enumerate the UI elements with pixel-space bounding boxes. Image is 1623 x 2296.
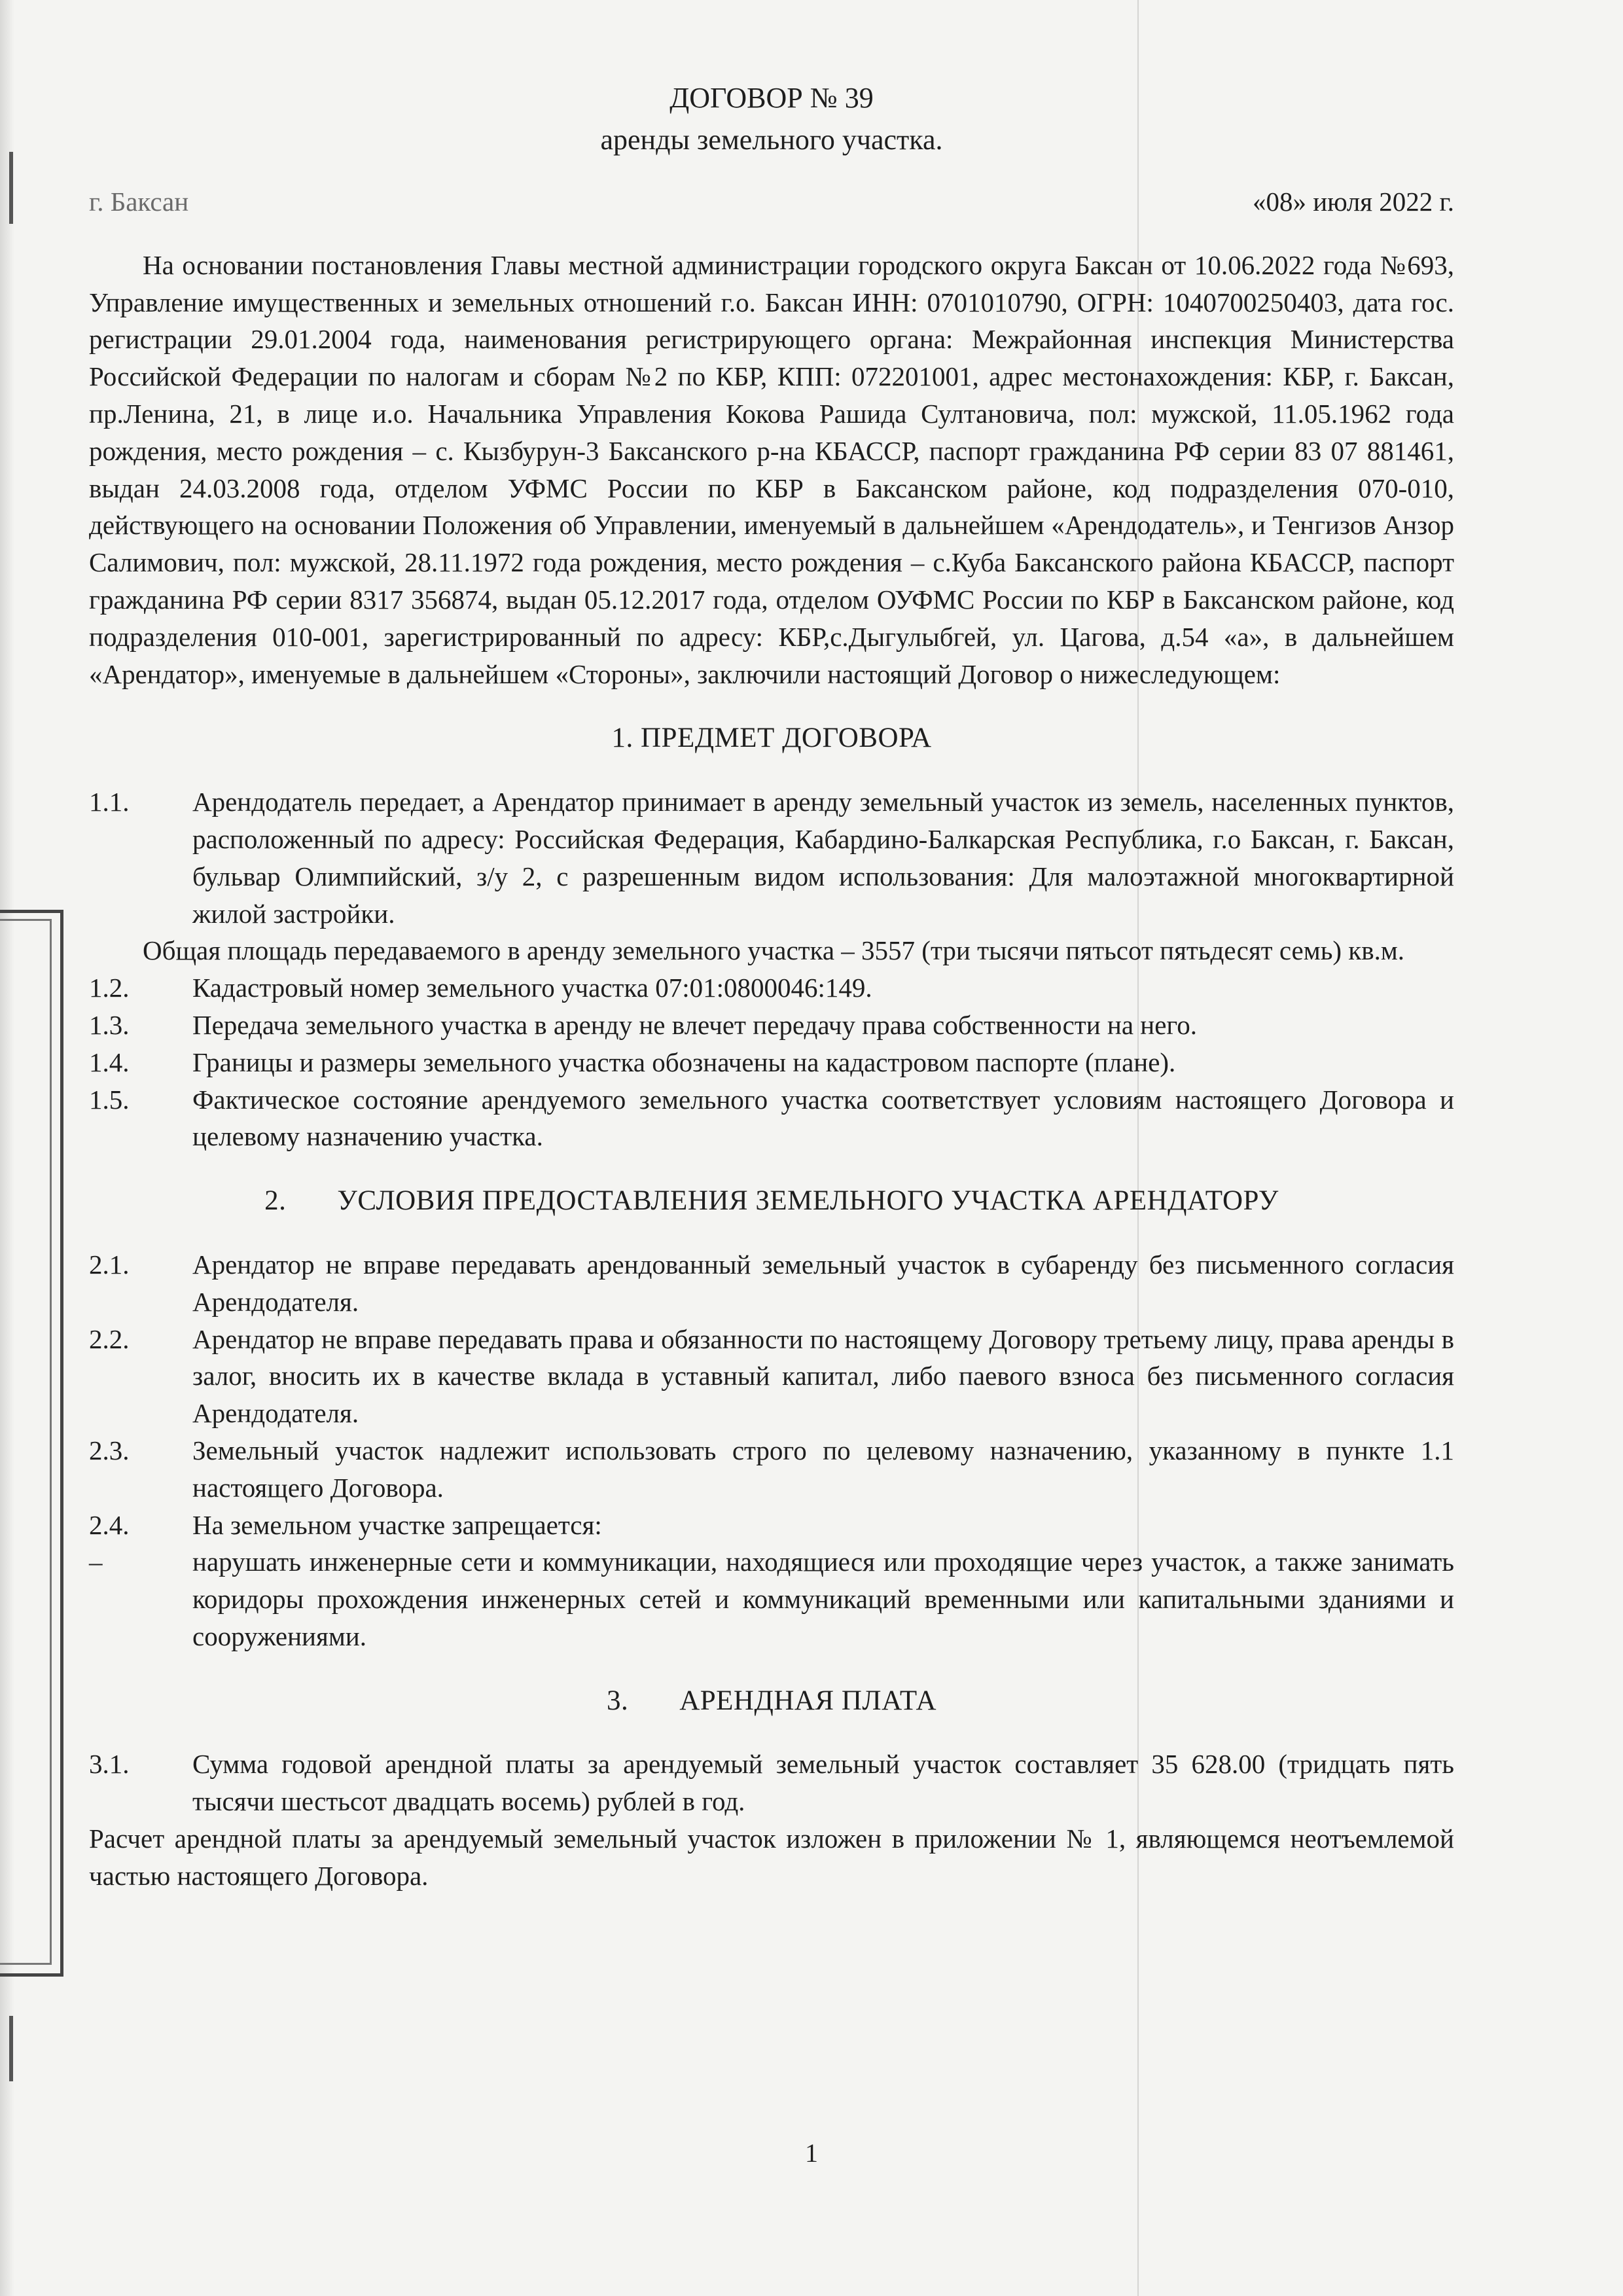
clause-2-4 [89,1507,1454,1544]
clause-2-1 [89,1246,1454,1321]
preamble-paragraph: На основании постановления Главы местной администрации городского округа Баксан от 10.06.2022 года №693, Управление имущественных и земельных отношений г.о. Баксан ИНН: 0701010790, ОГРН: 1040700250403, дата гос. регистрации 29.01.2004 года, наименования регистрирующего органа: Межрайонная инспекция Министерства Российской Федерации по налогам и сборам №2 по КБР, КПП: 072201001, адрес местонахождения: КБР, г. Баксан, пр.Ленина, 21, в лице и.о. Начальника Управления Кокова Рашида Султановича, пол: мужской, 11.05.1962 года рождения, место рождения – с. Кызбурун-3 Баксанского р-на КБАССР, паспорт гражданина РФ серии 83 07 881461, выдан 24.03.2008 года, отделом УФМС России по КБР в Баксанском районе, код подразделения 070-010, действующего на основании Положения об Управлении, именуемый в дальнейшем «Арендодатель», и Тенгизов Анзор Салимович, пол: мужской, 28.11.1972 года рождения, место рождения – с.Куба Баксанского района КБАССР, паспорт гражданина РФ серии 8317 356874, выдан 05.12.2017 года, отделом ОУФМС России по КБР в Баксанском районе, код подразделения 010-001, зарегистрированный по адресу: КБР,с.Дыгулыбгей, ул. Цагова, д.54 «а», в дальнейшем «Арендатор», именуемые в дальнейшем «Стороны», заключили настоящий Договор о нижеследующем: [89,249,1454,689]
clause-number: 1.5. [89,1084,130,1115]
clause-text: Арендатор не вправе передавать арендованный земельный участок в субаренду без письменного согласия Арендодателя. [192,1249,1454,1317]
contract-date: «08» июля 2022 г. [1252,187,1454,217]
binding-mark-top [9,152,13,224]
document-subtitle: аренды земельного участка. [600,124,943,156]
clause-number: 2.2. [89,1323,130,1354]
clause-number: 1.3. [89,1009,130,1040]
clause-text: Арендатор не вправе передавать права и обязанности по настоящему Договору третьему лицу, права аренды в залог, вносить их в качестве вклада в уставный капитал, либо паевого взноса без письменного согласия Арендодателя. [192,1323,1454,1429]
clause-text: Арендодатель передает, а Арендатор принимает в аренду земельный участок из земель, населенных пунктов, расположенный по адресу: Российская Федерация, Кабардино-Балкарская Республика, г.о Баксан, г. Баксан, бульвар Олимпийский, з/у 2, с разрешенным видом использования: Для малоэтажной многоквартирной жилой застройки. [192,787,1454,929]
clause-1-4 [89,1044,1454,1081]
clause-number: 2.3. [89,1435,130,1465]
clause-text: Кадастровый номер земельного участка 07:01:0800046:149. [192,973,872,1003]
clause-3-1 [89,1746,1454,1820]
document-title: ДОГОВОР № 39 [669,82,874,114]
clause-number: 2.4. [89,1509,130,1540]
section-1-heading: 1. ПРЕДМЕТ ДОГОВОРА [611,723,932,754]
section-number: 2. [264,1185,287,1217]
clause-2-4-item [89,1543,1454,1655]
clause-number: 1.1. [89,787,130,817]
contract-city: г. Баксан [89,187,189,217]
rent-calculation-paragraph: Расчет арендной платы за арендуемый земельный участок изложен в приложении № 1, являющемся неотъемлемой частью настоящего Договора. [89,1823,1454,1891]
clause-number: 1.2. [89,973,130,1003]
section-title: АРЕНДНАЯ ПЛАТА [679,1685,937,1716]
clause-1-3 [89,1007,1454,1044]
scan-frame-inner [0,919,52,1965]
clause-1-2 [89,969,1454,1007]
clause-number: 1.4. [89,1047,130,1077]
list-dash: – [89,1547,103,1577]
clause-number: 2.1. [89,1249,130,1280]
clause-text: нарушать инженерные сети и коммуникации, находящиеся или проходящие через участок, а также занимать коридоры прохождения инженерных сетей и коммуникаций временными или капитальными зданиями и сооружениями. [192,1547,1454,1651]
clause-2-2 [89,1321,1454,1432]
place-date-row [89,183,1454,221]
section-2-heading [89,1183,1454,1220]
section-number: 3. [606,1685,629,1716]
clause-2-3 [89,1432,1454,1507]
clause-number: 3.1. [89,1749,130,1780]
clause-text: Передача земельного участка в аренду не влечет передачу права собственности на него. [192,1009,1197,1040]
clause-text: Земельный участок надлежит использовать строго по целевому назначению, указанному в пункте 1.1 настоящего Договора. [192,1435,1454,1503]
page-number: 1 [805,2138,818,2168]
section-title: УСЛОВИЯ ПРЕДОСТАВЛЕНИЯ ЗЕМЕЛЬНОГО УЧАСТКА АРЕНДАТОРУ [337,1185,1279,1217]
area-paragraph: Общая площадь передаваемого в аренду земельного участка – 3557 (три тысячи пятьсот пятьдесят семь) кв.м. [143,935,1405,966]
section-3-heading [89,1683,1454,1720]
clause-text: Сумма годовой арендной платы за арендуемый земельный участок составляет 35 628.00 (тридцать пять тысячи шестьсот двадцать восемь) рублей в год. [192,1749,1454,1817]
clause-text: Фактическое состояние арендуемого земельного участка соответствует условиям настоящего Договора и целевому назначению участка. [192,1084,1454,1152]
clause-text: Границы и размеры земельного участка обозначены на кадастровом паспорте (плане). [192,1047,1176,1077]
clause-1-5 [89,1081,1454,1156]
clause-text: На земельном участке запрещается: [192,1509,602,1540]
document-body [89,77,1454,1895]
clause-1-1 [89,783,1454,932]
binding-mark-bottom [9,2016,13,2081]
